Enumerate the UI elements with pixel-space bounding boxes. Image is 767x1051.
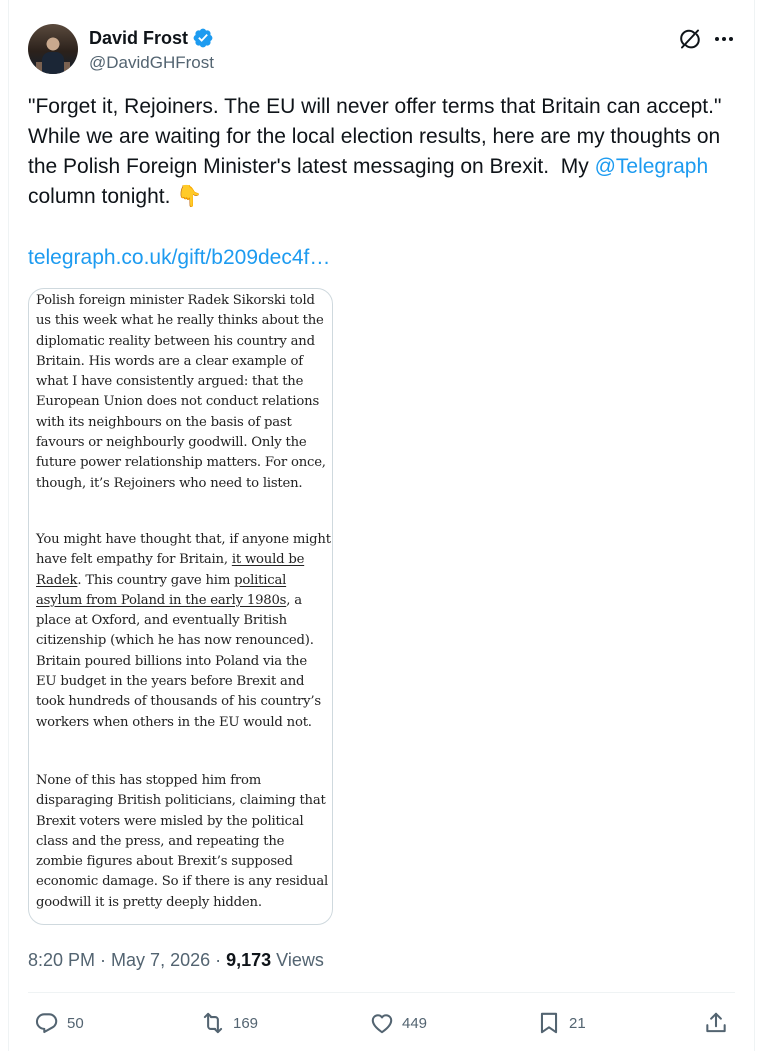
- article-p2-text-c: , a place at Oxford, and eventually British citizenship (which he has now renounced). Britain poured billions into Poland via the EU budget in the years before Brexit and took hundreds of thousands of his country’s workers when others in the EU would not.: [36, 592, 321, 730]
- divider: [28, 992, 735, 993]
- more-icon[interactable]: [712, 27, 736, 51]
- repost-button[interactable]: [200, 1010, 258, 1036]
- mention-link[interactable]: @Telegraph: [594, 155, 709, 178]
- views-label: Views: [271, 950, 324, 970]
- article-p2-text-b: . This country gave him: [77, 572, 235, 588]
- article-p2-text-a: You might have thought that, if anyone might have felt empathy for Britain,: [36, 532, 331, 568]
- article-paragraph-1: Polish foreign minister Radek Sikorski told us this week what he really thinks about the diplomatic reality between his country and Britain. His words are a clear example of what I have consistently argued: that the European Union does not conduct relations with its neighbours on the basis of past favours or neighbourly goodwill. Only the future power relationship matters. For once, though, it’s Rejoiners who need to listen.: [36, 293, 326, 491]
- article-paragraph-3: None of this has stopped him from disparaging British politicians, claiming that Brexit voters were misled by the political class and the press, and repeating the zombie figures about Brexit’s supposed economic damage. So if there is any residual goodwill it is pretty deeply hidden.: [36, 773, 329, 910]
- tweet-text-body: "Forget it, Rejoiners. The EU will never offer terms that Britain can accept." While we are waiting for the local election results, here are my thoughts on the Polish Foreign Minister's latest messaging on Brexit. My: [28, 95, 734, 178]
- article-link[interactable]: telegraph.co.uk/gift/b209dec4f…: [28, 246, 331, 269]
- author-name[interactable]: David Frost: [89, 28, 189, 48]
- tweet-text: [28, 92, 733, 212]
- bookmark-button[interactable]: [536, 1010, 586, 1036]
- tweet-time[interactable]: 8:20 PM: [28, 950, 96, 970]
- like-count: 449: [402, 1014, 428, 1032]
- bookmark-count: 21: [569, 1014, 586, 1032]
- like-icon: [369, 1010, 395, 1036]
- article-p2-underlined-1: it would be Radek: [36, 552, 305, 588]
- author-handle[interactable]: @DavidGHFrost: [89, 53, 214, 72]
- reply-count: 50: [67, 1014, 84, 1032]
- grok-icon[interactable]: [678, 27, 702, 51]
- tweet-meta: [28, 948, 324, 972]
- article-screenshot-image[interactable]: [28, 288, 333, 925]
- meta-separator: ·: [95, 950, 112, 970]
- views-count: 9,173: [226, 950, 272, 970]
- verified-badge-icon: [192, 27, 214, 49]
- repost-icon: [200, 1010, 226, 1036]
- tweet-text-tail: column tonight. 👇: [28, 155, 714, 208]
- like-button[interactable]: [369, 1010, 427, 1036]
- reply-icon: [34, 1010, 60, 1036]
- repost-count: 169: [233, 1014, 259, 1032]
- article-p2-underlined-2: political asylum from Poland in the early 1980s: [36, 572, 287, 608]
- share-button[interactable]: [703, 1010, 729, 1036]
- article-paragraph-2: [36, 530, 331, 733]
- meta-separator-2: ·: [210, 950, 227, 970]
- bookmark-icon: [536, 1010, 562, 1036]
- tweet-date[interactable]: May 7, 2026: [111, 950, 211, 970]
- share-icon: [703, 1010, 729, 1036]
- reply-button[interactable]: [34, 1010, 84, 1036]
- avatar[interactable]: [28, 24, 78, 74]
- avatar-figure: [42, 52, 64, 74]
